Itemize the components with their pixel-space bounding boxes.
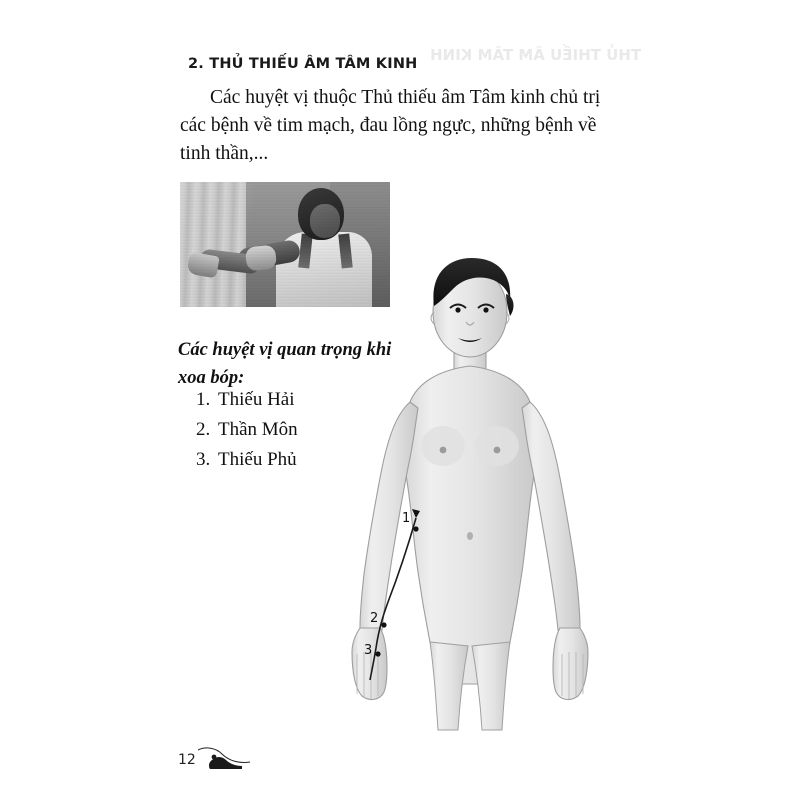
- figure-torso: [404, 366, 536, 684]
- list-item-label: Thiếu Hải: [218, 389, 295, 410]
- marker-3-label: 3: [364, 643, 373, 658]
- anatomy-figure: [330, 250, 670, 750]
- footer-ornament-icon: [196, 744, 252, 772]
- section-heading: 2. THỦ THIẾU ÂM TÂM KINH: [188, 56, 418, 72]
- ghost-bleed-heading: THỦ THIẾU ÂM TÂM KINH: [430, 46, 642, 64]
- figure-chest-left: [421, 426, 465, 466]
- marker-2-label: 2: [370, 611, 379, 626]
- list-item-number: 2.: [196, 419, 211, 440]
- list-item-label: Thần Môn: [218, 419, 298, 440]
- page-number: 12: [178, 752, 196, 768]
- figure-chest-right: [475, 426, 519, 466]
- marker-1-label: 1: [402, 511, 411, 526]
- intro-paragraph: Các huyệt vị thuộc Thủ thiếu âm Tâm kinh chủ trị các bệnh về tim mạch, đau lồng ngực, những bệnh về tinh thần,...: [180, 87, 601, 164]
- list-item-label: Thiếu Phủ: [218, 449, 297, 470]
- list-item: [196, 445, 298, 475]
- figure-navel: [467, 532, 473, 540]
- figure-leg-left: [430, 642, 468, 730]
- acupoint-list: [196, 385, 298, 475]
- anatomy-svg: [330, 250, 670, 750]
- list-item-number: 3.: [196, 449, 211, 470]
- figure-leg-right: [472, 642, 510, 730]
- figure-arm-right: [522, 402, 580, 630]
- marker-2-dot: [381, 622, 386, 627]
- list-item: [196, 415, 298, 445]
- marker-1-dot: [413, 526, 418, 531]
- figure-nipple-right: [494, 447, 501, 454]
- list-item-number: 1.: [196, 389, 211, 410]
- list-item: [196, 385, 298, 415]
- marker-3-dot: [375, 651, 380, 656]
- figure-nipple-left: [440, 447, 447, 454]
- figure-caption: Các huyệt vị quan trọng khi xoa bóp:: [178, 340, 392, 388]
